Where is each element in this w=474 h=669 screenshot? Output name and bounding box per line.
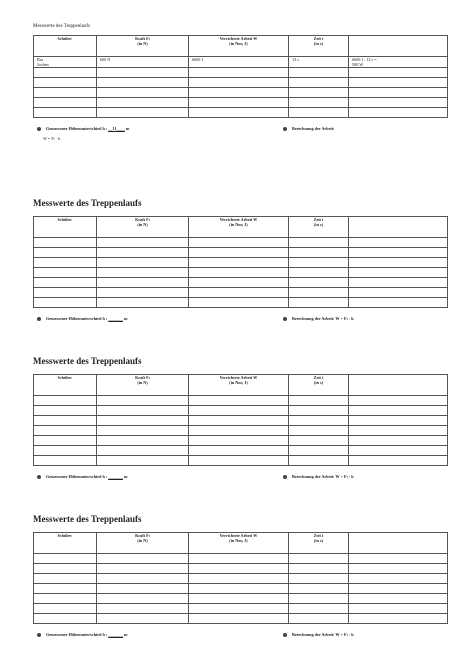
table-cell[interactable] (34, 98, 97, 108)
table-row (34, 396, 448, 406)
bullet-icon (37, 633, 41, 637)
table-cell[interactable] (349, 396, 448, 406)
table-cell[interactable] (34, 248, 97, 258)
table-cell[interactable] (289, 416, 349, 426)
table-row (34, 584, 448, 594)
table-cell[interactable] (189, 426, 289, 436)
table-row (34, 436, 448, 446)
table-cell[interactable] (349, 584, 448, 594)
table-row (34, 258, 448, 268)
table-body (34, 554, 448, 624)
table-cell[interactable] (289, 78, 349, 88)
table-cell[interactable]: 6600 J : 13 s = 500 W (349, 57, 448, 68)
table-cell[interactable] (34, 238, 97, 248)
table-cell[interactable] (34, 88, 97, 98)
section-title: Messwerte des Treppenlaufs (33, 198, 142, 208)
bullet-icon (283, 633, 287, 637)
table-cell[interactable] (349, 68, 448, 78)
table-row (34, 554, 448, 564)
table-row (34, 268, 448, 278)
table-cell[interactable] (349, 258, 448, 268)
table-body (34, 396, 448, 466)
header-force: Kraft Fₗ (in N) (97, 375, 189, 396)
table-cell[interactable] (34, 108, 97, 118)
header-student: Schüler: (34, 36, 97, 57)
table-cell[interactable] (189, 98, 289, 108)
header-power (349, 533, 448, 554)
table-row (34, 288, 448, 298)
work-formula: W = Fₗ · h (43, 136, 61, 141)
table-cell[interactable] (189, 456, 289, 466)
table-cell[interactable] (349, 594, 448, 604)
header-force: Kraft Fₗ (in N) (97, 217, 189, 238)
table-cell[interactable] (189, 584, 289, 594)
header-power (349, 375, 448, 396)
table-cell[interactable] (97, 406, 189, 416)
table-cell[interactable] (349, 564, 448, 574)
table-cell[interactable] (189, 268, 289, 278)
table-cell[interactable] (97, 288, 189, 298)
table-cell[interactable] (349, 416, 448, 426)
table-header-row (34, 36, 448, 57)
table-cell[interactable] (349, 298, 448, 308)
table-cell[interactable] (97, 554, 189, 564)
height-line: Gemessener Höhenunterschied h : __11____ m (37, 126, 129, 131)
table-cell[interactable] (349, 436, 448, 446)
table-cell[interactable] (289, 584, 349, 594)
table-cell[interactable] (34, 564, 97, 574)
table-cell[interactable] (189, 278, 289, 288)
header-student: Schüler: (34, 533, 97, 554)
measurement-section-1 (33, 24, 447, 148)
header-work: Verrichtete Arbeit W (in Nm; J) (189, 375, 289, 396)
table-cell[interactable] (34, 396, 97, 406)
table-cell[interactable] (97, 396, 189, 406)
table-cell[interactable] (189, 68, 289, 78)
table-cell[interactable] (97, 268, 189, 278)
bullet-icon (283, 127, 287, 131)
table-cell[interactable] (289, 436, 349, 446)
table-row (34, 426, 448, 436)
table-cell[interactable] (189, 446, 289, 456)
table-cell[interactable] (349, 406, 448, 416)
table-header-row (34, 375, 448, 396)
table-cell[interactable] (34, 436, 97, 446)
table-row (34, 108, 448, 118)
table-cell[interactable] (289, 554, 349, 564)
table-cell[interactable] (34, 68, 97, 78)
table-cell[interactable] (189, 238, 289, 248)
table-cell[interactable] (349, 278, 448, 288)
header-time: Zeit t (in s) (289, 533, 349, 554)
measurement-table (33, 216, 448, 308)
table-cell[interactable] (189, 416, 289, 426)
header-work: Verrichtete Arbeit W (in Nm; J) (189, 533, 289, 554)
measurement-section-4 (33, 514, 447, 654)
table-cell[interactable] (97, 68, 189, 78)
table-cell[interactable] (34, 446, 97, 456)
bullet-icon (283, 475, 287, 479)
table-cell[interactable] (97, 564, 189, 574)
header-force: Kraft Fₗ (in N) (97, 36, 189, 57)
work-line: Berechnung der Arbeit: W = Fₗ · h (283, 474, 354, 479)
table-cell[interactable] (349, 604, 448, 614)
section-title: Messwerte des Treppenlaufs (33, 356, 142, 366)
table-cell[interactable] (97, 98, 189, 108)
work-line: Berechnung der Arbeit: W = Fₗ · h (283, 632, 354, 637)
header-time: Zeit t (in s) (289, 36, 349, 57)
table-cell[interactable] (349, 268, 448, 278)
table-cell[interactable] (349, 288, 448, 298)
table-cell[interactable] (349, 574, 448, 584)
header-student: Schüler: (34, 217, 97, 238)
bullet-icon (37, 317, 41, 321)
table-cell[interactable] (34, 78, 97, 88)
table-row (34, 446, 448, 456)
table-cell[interactable] (189, 108, 289, 118)
table-cell[interactable]: Bar Jochen (34, 57, 97, 68)
table-cell[interactable] (289, 604, 349, 614)
header-power (349, 36, 448, 57)
table-cell[interactable] (97, 248, 189, 258)
table-cell[interactable] (289, 298, 349, 308)
table-cell[interactable] (189, 604, 289, 614)
table-cell[interactable] (189, 288, 289, 298)
table-row (34, 88, 448, 98)
table-body (34, 57, 448, 118)
table-cell[interactable] (189, 396, 289, 406)
table-row (34, 57, 448, 68)
table-cell[interactable] (97, 278, 189, 288)
table-cell[interactable] (189, 298, 289, 308)
header-power (349, 217, 448, 238)
bullet-icon (37, 475, 41, 479)
table-cell[interactable] (289, 98, 349, 108)
table-row (34, 614, 448, 624)
measurement-table (33, 532, 448, 624)
table-cell[interactable] (289, 88, 349, 98)
table-cell[interactable] (97, 604, 189, 614)
table-cell[interactable] (289, 426, 349, 436)
table-cell[interactable] (349, 238, 448, 248)
table-cell[interactable] (189, 564, 289, 574)
table-cell[interactable] (189, 594, 289, 604)
table-row (34, 278, 448, 288)
table-cell[interactable] (97, 298, 189, 308)
table-cell[interactable] (189, 406, 289, 416)
table-cell[interactable] (349, 248, 448, 258)
table-row (34, 78, 448, 88)
table-cell[interactable] (189, 78, 289, 88)
height-value[interactable]: __11____ (108, 126, 125, 131)
table-cell[interactable] (349, 78, 448, 88)
table-cell[interactable] (349, 108, 448, 118)
table-cell[interactable] (289, 406, 349, 416)
header-work: Verrichtete Arbeit W (in Nm; J) (189, 217, 289, 238)
table-cell[interactable] (34, 584, 97, 594)
header-student: Schüler: (34, 375, 97, 396)
table-row (34, 456, 448, 466)
table-cell[interactable] (97, 614, 189, 624)
measurement-table (33, 35, 448, 118)
height-value[interactable]: _______ (108, 474, 123, 479)
table-row (34, 594, 448, 604)
section-footer (33, 632, 447, 654)
header-time: Zeit t (in s) (289, 375, 349, 396)
table-cell[interactable] (97, 88, 189, 98)
table-row (34, 238, 448, 248)
section-footer (33, 474, 447, 496)
table-cell[interactable] (34, 416, 97, 426)
table-cell[interactable] (97, 584, 189, 594)
height-line: Gemessener Höhenunterschied h : _______ m (37, 316, 127, 321)
table-body (34, 238, 448, 308)
table-cell[interactable] (97, 78, 189, 88)
table-cell[interactable] (97, 594, 189, 604)
table-cell[interactable] (34, 614, 97, 624)
table-cell[interactable] (189, 436, 289, 446)
table-cell[interactable] (349, 446, 448, 456)
table-cell[interactable] (97, 416, 189, 426)
measurement-section-3 (33, 356, 447, 496)
table-row (34, 564, 448, 574)
table-row (34, 248, 448, 258)
table-cell[interactable] (289, 68, 349, 78)
table-cell[interactable] (349, 456, 448, 466)
work-line: Berechnung der Arbeit: W = Fₗ · h (283, 316, 354, 321)
table-cell[interactable] (289, 278, 349, 288)
table-cell[interactable] (189, 554, 289, 564)
table-cell[interactable] (97, 436, 189, 446)
table-cell[interactable] (289, 238, 349, 248)
table-cell[interactable] (349, 88, 448, 98)
header-time: Zeit t (in s) (289, 217, 349, 238)
height-line: Gemessener Höhenunterschied h : _______ m (37, 474, 127, 479)
table-cell[interactable] (289, 614, 349, 624)
table-cell[interactable] (97, 426, 189, 436)
table-cell[interactable] (289, 108, 349, 118)
bullet-icon (283, 317, 287, 321)
table-cell[interactable] (97, 574, 189, 584)
table-cell[interactable] (189, 574, 289, 584)
table-cell[interactable] (34, 258, 97, 268)
work-line: Berechnung der Arbeit: (283, 126, 334, 131)
table-cell[interactable] (34, 288, 97, 298)
table-cell[interactable] (189, 614, 289, 624)
table-cell[interactable] (289, 446, 349, 456)
table-cell[interactable] (289, 564, 349, 574)
table-header-row (34, 217, 448, 238)
table-cell[interactable] (97, 238, 189, 248)
table-cell[interactable] (289, 268, 349, 278)
table-cell[interactable] (289, 456, 349, 466)
table-row (34, 406, 448, 416)
table-cell[interactable] (34, 278, 97, 288)
table-cell[interactable] (97, 108, 189, 118)
table-cell[interactable] (289, 574, 349, 584)
table-cell[interactable] (349, 98, 448, 108)
measurement-section-2 (33, 198, 447, 338)
table-cell[interactable] (349, 426, 448, 436)
table-cell[interactable] (289, 396, 349, 406)
table-cell[interactable] (34, 554, 97, 564)
bullet-icon (37, 127, 41, 131)
table-row (34, 68, 448, 78)
table-row (34, 416, 448, 426)
table-cell[interactable] (289, 248, 349, 258)
section-footer (33, 316, 447, 338)
header-work: Verrichtete Arbeit W (in Nm; J) (189, 36, 289, 57)
table-cell[interactable] (289, 288, 349, 298)
height-line: Gemessener Höhenunterschied h : _______ m (37, 632, 127, 637)
header-force: Kraft Fₗ (in N) (97, 533, 189, 554)
table-cell[interactable] (97, 258, 189, 268)
table-header-row (34, 533, 448, 554)
table-cell[interactable] (34, 456, 97, 466)
table-row (34, 574, 448, 584)
table-cell[interactable]: 13 s (289, 57, 349, 68)
height-value[interactable]: _______ (108, 316, 123, 321)
section-footer (33, 126, 447, 148)
table-cell[interactable] (289, 258, 349, 268)
table-cell[interactable] (349, 614, 448, 624)
table-cell[interactable] (349, 554, 448, 564)
table-cell[interactable] (97, 456, 189, 466)
section-title: Messwerte des Treppenlaufs (33, 24, 90, 29)
table-cell[interactable] (34, 268, 97, 278)
table-row (34, 604, 448, 614)
table-cell[interactable] (34, 604, 97, 614)
table-cell[interactable]: 6600 J (189, 57, 289, 68)
table-cell[interactable] (34, 574, 97, 584)
table-cell[interactable] (34, 594, 97, 604)
table-cell[interactable] (34, 406, 97, 416)
table-row (34, 98, 448, 108)
table-cell[interactable]: 600 N (97, 57, 189, 68)
height-value[interactable]: _______ (108, 632, 123, 637)
table-cell[interactable] (97, 446, 189, 456)
measurement-table (33, 374, 448, 466)
table-cell[interactable] (34, 426, 97, 436)
section-title: Messwerte des Treppenlaufs (33, 514, 142, 524)
table-cell[interactable] (289, 594, 349, 604)
table-row (34, 298, 448, 308)
table-cell[interactable] (34, 298, 97, 308)
table-cell[interactable] (189, 88, 289, 98)
table-cell[interactable] (189, 258, 289, 268)
table-cell[interactable] (189, 248, 289, 258)
